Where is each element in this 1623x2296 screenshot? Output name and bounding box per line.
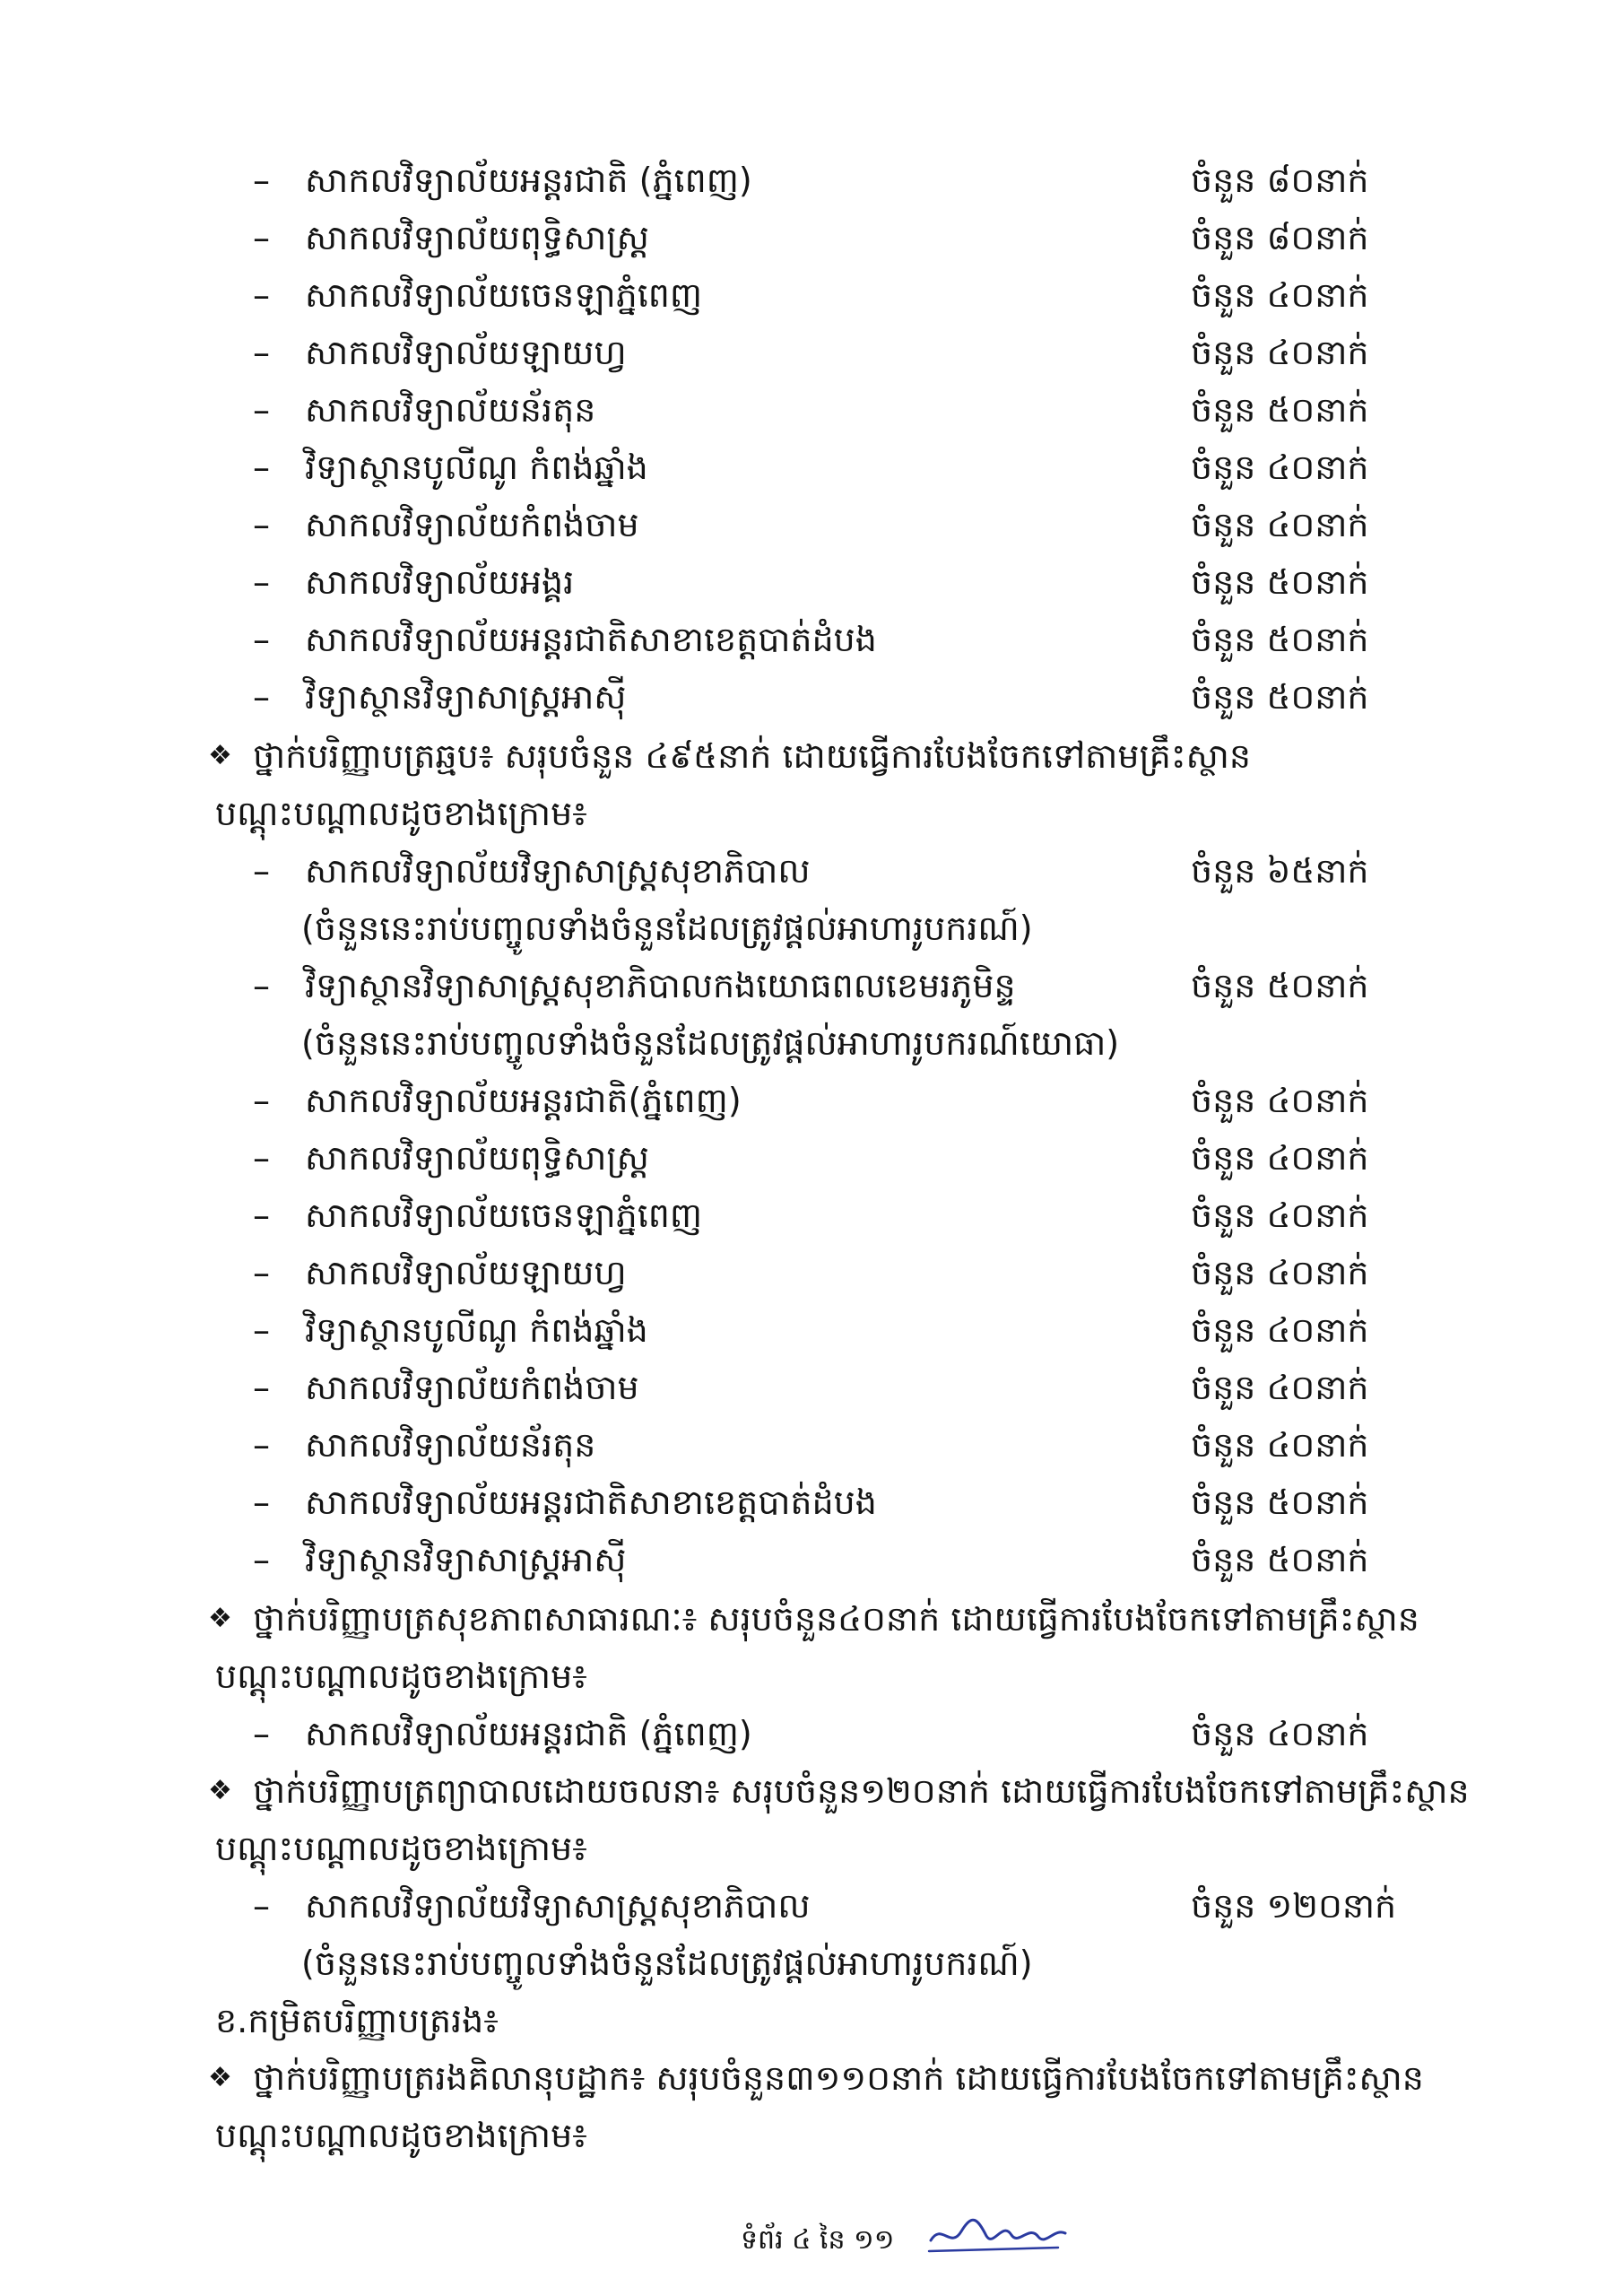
scholarship-note: (ចំនួននេះរាប់បញ្ចូលទាំងចំនួនដែលត្រូវផ្តល់អាហារូបករណ៍): [301, 909, 1033, 948]
student-count: ចំនួន ៥០នាក់: [1191, 390, 1369, 430]
diamond-bullet-icon: ❖: [208, 740, 232, 771]
student-count: ចំនួន ៤០នាក់: [1191, 1714, 1369, 1753]
student-count: ចំនួន ៥០នាក់: [1191, 562, 1369, 602]
dash-bullet: –: [253, 1425, 270, 1465]
dash-bullet: –: [253, 1196, 270, 1235]
category-title-cont: បណ្តុះបណ្តាលដូចខាងក្រោម៖: [215, 1829, 587, 1868]
dash-bullet: –: [253, 390, 270, 430]
category-title-cont: បណ្តុះបណ្តាលដូចខាងក្រោម៖: [215, 2116, 587, 2155]
page-number: ទំព័រ ៤ នៃ ១១: [741, 2224, 895, 2256]
student-count: ចំនួន ៦៥នាក់: [1191, 851, 1369, 891]
category-title-cont: បណ្តុះបណ្តាលដូចខាងក្រោម៖: [215, 1657, 587, 1696]
institution-name: សាកលវិទ្យាល័យអន្តរជាតិ (ភ្នំពេញ): [305, 161, 752, 200]
student-count: ចំនួន ៤០នាក់: [1191, 333, 1369, 372]
dash-bullet: –: [253, 333, 270, 372]
institution-name: វិទ្យាស្ថានវិទ្យាសាស្ត្រអាស៊ី: [305, 677, 627, 717]
student-count: ចំនួន ៤០នាក់: [1191, 1081, 1369, 1120]
student-count: ចំនួន ៤០នាក់: [1191, 1138, 1369, 1178]
dash-bullet: –: [253, 1714, 270, 1753]
student-count: ចំនួន ៨០នាក់: [1191, 218, 1369, 257]
student-count: ចំនួន ៤០នាក់: [1191, 275, 1369, 315]
handwritten-initials-mark: [924, 2205, 1076, 2258]
dash-bullet: –: [253, 448, 270, 487]
student-count: ចំនួន ៤០នាក់: [1191, 1196, 1369, 1235]
institution-name: សាកលវិទ្យាល័យចេនឡាភ្នំពេញ: [305, 1196, 703, 1235]
diamond-bullet-icon: ❖: [208, 1603, 232, 1634]
dash-bullet: –: [253, 677, 270, 717]
section-title: ខ.កម្រិតបរិញ្ញាបត្ររង៖: [215, 2001, 499, 2040]
institution-name: សាកលវិទ្យាល័យន័រតុន: [305, 1425, 596, 1465]
student-count: ចំនួន ៥០នាក់: [1191, 620, 1369, 659]
dash-bullet: –: [253, 1310, 270, 1350]
institution-name: វិទ្យាស្ថានវិទ្យាសាស្ត្រសុខាភិបាលកងយោធពលខេមរភូមិន្ទ: [305, 966, 1016, 1005]
dash-bullet: –: [253, 851, 270, 891]
student-count: ចំនួន ១២០នាក់: [1191, 1886, 1397, 1926]
student-count: ចំនួន ៥០នាក់: [1191, 1483, 1369, 1522]
scholarship-note: (ចំនួននេះរាប់បញ្ចូលទាំងចំនួនដែលត្រូវផ្តល់អាហារូបករណ៍យោធា): [301, 1023, 1120, 1063]
institution-name: សាកលវិទ្យាល័យអន្តរជាតិ(ភ្នំពេញ): [305, 1081, 742, 1120]
institution-name: សាកលវិទ្យាល័យឡាយហ្វ: [305, 333, 627, 372]
category-title: ថ្នាក់បរិញ្ញាបត្រព្យាបាលដោយចលនា៖ សរុបចំនួន១២០នាក់ ដោយធ្វើការបែងចែកទៅតាមគ្រឹះស្ថាន: [253, 1771, 1470, 1811]
dash-bullet: –: [253, 1886, 270, 1926]
dash-bullet: –: [253, 562, 270, 602]
institution-name: វិទ្យាស្ថានវិទ្យាសាស្ត្រអាស៊ី: [305, 1540, 627, 1579]
institution-name: សាកលវិទ្យាល័យពុទ្ធិសាស្ត្រ: [305, 218, 649, 257]
institution-name: សាកលវិទ្យាល័យកំពង់ចាម: [305, 505, 639, 544]
dash-bullet: –: [253, 161, 270, 200]
dash-bullet: –: [253, 275, 270, 315]
institution-name: សាកលវិទ្យាល័យអន្តរជាតិ (ភ្នំពេញ): [305, 1714, 752, 1753]
category-title: ថ្នាក់បរិញ្ញាបត្រឆ្មប៖ សរុបចំនួន ៤៩៥នាក់ ដោយធ្វើការបែងចែកទៅតាមគ្រឹះស្ថាន: [253, 736, 1251, 776]
category-title: ថ្នាក់បរិញ្ញាបត្ររងគិលានុបដ្ឋាក៖ សរុបចំនួន៣១១០នាក់ ដោយធ្វើការបែងចែកទៅតាមគ្រឹះស្ថាន: [253, 2058, 1424, 2098]
institution-name: វិទ្យាស្ថានបូលីណូ កំពង់ឆ្នាំង: [305, 1310, 648, 1350]
student-count: ចំនួន ៨០នាក់: [1191, 161, 1369, 200]
student-count: ចំនួន ៤០នាក់: [1191, 448, 1369, 487]
student-count: ចំនួន ៤០នាក់: [1191, 1368, 1369, 1407]
scholarship-note: (ចំនួននេះរាប់បញ្ចូលទាំងចំនួនដែលត្រូវផ្តល់អាហារូបករណ៍): [301, 1944, 1033, 1983]
institution-name: សាកលវិទ្យាល័យអង្គរ: [305, 562, 575, 602]
institution-name: សាកលវិទ្យាល័យន័រតុន: [305, 390, 596, 430]
dash-bullet: –: [253, 620, 270, 659]
student-count: ចំនួន ៤០នាក់: [1191, 1310, 1369, 1350]
institution-name: វិទ្យាស្ថានបូលីណូ កំពង់ឆ្នាំង: [305, 448, 648, 487]
institution-name: សាកលវិទ្យាល័យពុទ្ធិសាស្ត្រ: [305, 1138, 649, 1178]
diamond-bullet-icon: ❖: [208, 2062, 232, 2093]
dash-bullet: –: [253, 505, 270, 544]
institution-name: សាកលវិទ្យាល័យអន្តរជាតិសាខាខេត្តបាត់ដំបង: [305, 620, 877, 659]
student-count: ចំនួន ៥០នាក់: [1191, 1540, 1369, 1579]
institution-name: សាកលវិទ្យាល័យវិទ្យាសាស្ត្រសុខាភិបាល: [305, 851, 811, 891]
institution-name: សាកលវិទ្យាល័យចេនឡាភ្នំពេញ: [305, 275, 703, 315]
dash-bullet: –: [253, 1540, 270, 1579]
dash-bullet: –: [253, 966, 270, 1005]
category-title-cont: បណ្តុះបណ្តាលដូចខាងក្រោម៖: [215, 794, 587, 833]
student-count: ចំនួន ៤០នាក់: [1191, 1425, 1369, 1465]
category-title: ថ្នាក់បរិញ្ញាបត្រសុខភាពសាធារណៈ៖ សរុបចំនួន៤០នាក់ ដោយធ្វើការបែងចែកទៅតាមគ្រឹះស្ថាន: [253, 1599, 1419, 1639]
student-count: ចំនួន ៥០នាក់: [1191, 966, 1369, 1005]
student-count: ចំនួន ៤០នាក់: [1191, 505, 1369, 544]
diamond-bullet-icon: ❖: [208, 1775, 232, 1806]
dash-bullet: –: [253, 1368, 270, 1407]
institution-name: សាកលវិទ្យាល័យកំពង់ចាម: [305, 1368, 639, 1407]
dash-bullet: –: [253, 1253, 270, 1292]
student-count: ចំនួន ៤០នាក់: [1191, 1253, 1369, 1292]
institution-name: សាកលវិទ្យាល័យឡាយហ្វ: [305, 1253, 627, 1292]
institution-name: សាកលវិទ្យាល័យអន្តរជាតិសាខាខេត្តបាត់ដំបង: [305, 1483, 877, 1522]
dash-bullet: –: [253, 1081, 270, 1120]
dash-bullet: –: [253, 1483, 270, 1522]
student-count: ចំនួន ៥០នាក់: [1191, 677, 1369, 717]
institution-name: សាកលវិទ្យាល័យវិទ្យាសាស្ត្រសុខាភិបាល: [305, 1886, 811, 1926]
dash-bullet: –: [253, 218, 270, 257]
dash-bullet: –: [253, 1138, 270, 1178]
